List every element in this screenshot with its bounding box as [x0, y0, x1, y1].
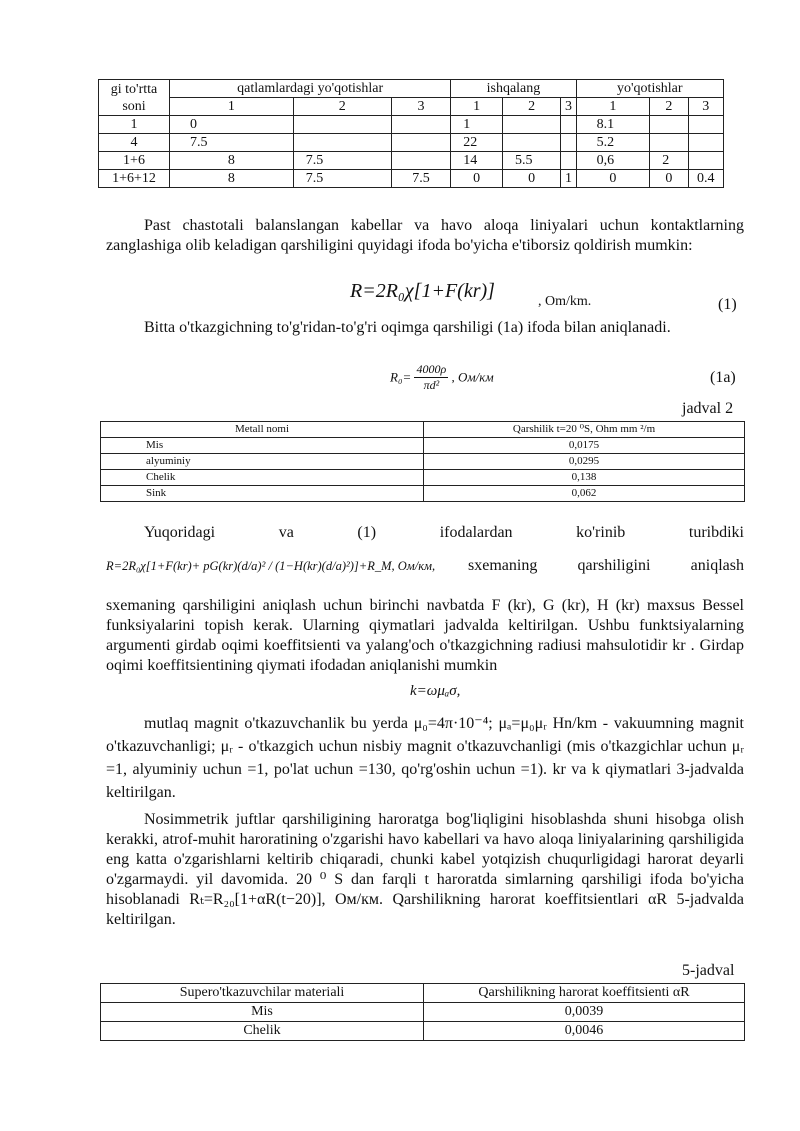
table-header-cell	[99, 80, 170, 116]
formula-1a	[390, 362, 494, 393]
table-caption: 5-jadval	[682, 962, 735, 979]
table-header-cell: 2	[293, 98, 391, 116]
table-header-row	[101, 422, 745, 438]
table-cell: 22	[451, 134, 503, 152]
table-cell	[688, 134, 723, 152]
table-cell: 1+6	[99, 152, 170, 170]
formula-fraction	[414, 362, 448, 393]
table-row	[101, 470, 745, 486]
table-header-cell: Qarshilik t=20 ⁰S, Ohm mm ²/m	[424, 422, 745, 438]
table-cell: 14	[451, 152, 503, 170]
table-row	[99, 116, 724, 134]
table-header-cell: Metall nomi	[101, 422, 424, 438]
table-cell: 8.1	[576, 116, 650, 134]
table-cell: 4	[99, 134, 170, 152]
table-cell: 1	[561, 170, 576, 188]
table-cell	[561, 134, 576, 152]
table-cell: 0,6	[576, 152, 650, 170]
formula-2: R=2R₀χ[1+F(kr)+ pG(kr)(d/a)² / (1−H(kr)(d/a)²)]+R_M, Ом/км,	[106, 559, 436, 573]
table-cell	[561, 152, 576, 170]
fraction-denominator: πd²	[423, 378, 440, 392]
formula-unit: , Om/km.	[538, 294, 592, 309]
table-cell: Mis	[101, 438, 424, 454]
table-cell: Chelik	[101, 1022, 424, 1041]
table-header-cell: qatlamlardagi yo'qotishlar	[170, 80, 451, 98]
table-cell: 7.5	[391, 170, 450, 188]
table-cell: 0	[576, 170, 650, 188]
table-cell	[391, 134, 450, 152]
table-header-cell: 3	[688, 98, 723, 116]
table-cell	[293, 116, 391, 134]
table-cell: 0,0039	[424, 1003, 745, 1022]
equation-number: (1a)	[710, 369, 736, 386]
paragraph: Past chastotali balanslangan kabellar va havo aloqa liniyalari uchun kontaktlarning zanglashiga olib keladigan qarshiligini quyidagi ifoda bo'yicha e'tiborsiz qoldirish mumkin:	[106, 217, 744, 254]
table-cell	[688, 152, 723, 170]
table-header-cell: Supero'tkazuvchilar materiali	[101, 984, 424, 1003]
table-header-cell: ishqalang	[451, 80, 576, 98]
equation-number: (1)	[718, 296, 737, 313]
table-caption: jadval 2	[682, 400, 734, 417]
table-cell	[650, 116, 688, 134]
table-row	[101, 438, 745, 454]
table-cell: 5.2	[576, 134, 650, 152]
table-cell: 1	[99, 116, 170, 134]
temperature-coefficient-table	[100, 983, 745, 1041]
table-cell: 0,0175	[424, 438, 745, 454]
table-cell	[561, 116, 576, 134]
fraction-numerator: 4000ρ	[416, 362, 447, 376]
table-row	[99, 134, 724, 152]
table-cell: 0,062	[424, 486, 745, 502]
table-header-row	[101, 984, 745, 1003]
table-header-cell: 3	[561, 98, 576, 116]
table-header-cell: 1	[451, 98, 503, 116]
table-cell: 0.4	[688, 170, 723, 188]
table-header-cell: 2	[650, 98, 688, 116]
table-cell: 0	[502, 170, 560, 188]
formula-3: k=ωμₐσ,	[410, 683, 461, 699]
table-row	[99, 170, 724, 188]
table-header-cell: 3	[391, 98, 450, 116]
table-cell: 8	[170, 170, 294, 188]
table-row	[101, 454, 745, 470]
table-cell: alyuminiy	[101, 454, 424, 470]
table-cell: 7.5	[293, 170, 391, 188]
table-cell: 2	[650, 152, 688, 170]
table-cell: 0	[170, 116, 294, 134]
table-row	[101, 1022, 745, 1041]
resistivity-table	[100, 421, 745, 502]
table-cell	[688, 116, 723, 134]
paragraph-fragment: sxemaning qarshiligini aniqlash	[468, 557, 744, 574]
table-row	[99, 152, 724, 170]
table-header-cell: 1	[170, 98, 294, 116]
table-cell: 0,0046	[424, 1022, 745, 1041]
header-text: gi to'rtta	[110, 81, 158, 97]
table-cell: 8	[170, 152, 294, 170]
losses-table	[98, 79, 724, 188]
table-cell: 7.5	[170, 134, 294, 152]
table-cell	[502, 116, 560, 134]
paragraph: Bitta o'tkazgichning to'g'ridan-to'g'ri oqimga qarshiligi (1a) ifoda bilan aniqlanadi.	[144, 319, 671, 336]
table-cell: Chelik	[101, 470, 424, 486]
table-header-row	[99, 80, 724, 98]
paragraph: Yuqoridagi va (1) ifodalardan ko'rinib turibdiki	[144, 524, 744, 541]
formula-1: R=2R₀χ[1+F(kr)]	[350, 280, 495, 302]
table-header-cell: 2	[502, 98, 560, 116]
formula-text: R₀=	[390, 369, 412, 385]
table-cell	[502, 134, 560, 152]
paragraph: mutlaq magnit o'tkazuvchanlik bu yerda μ₀=4π·10⁻⁴; μₐ=μ₀μᵣ Hn/km - vakuumning magnit o'tkazuvchanligi; μᵣ - o'tkazgich uchun nisbiy magnit o'tkazuvchanligi (mis o'tkazgichlar uchun μᵣ =1, alyuminiy uchun =1, po'lat uchun =130, qo'rg'oshin uchun =1). kr va k qiymatlari 3-jadvalda keltirilgan.	[106, 715, 744, 801]
table-row	[101, 1003, 745, 1022]
table-cell: Mis	[101, 1003, 424, 1022]
table-cell	[293, 134, 391, 152]
table-cell: 5.5	[502, 152, 560, 170]
table-cell	[650, 134, 688, 152]
table-cell: Sink	[101, 486, 424, 502]
table-header-cell: Qarshilikning harorat koeffitsienti αR	[424, 984, 745, 1003]
paragraph: Nosimmetrik juftlar qarshiligining haroratga bog'liqligini hisoblashda shuni hisobga olish kerakki, atrof-muhit haroratining o'zgarishi havo kabellari va havo aloqa liniyalarining qarshiligida eng katta o'zgarishlarni keltirib chiqaradi, chunki kabel yotqizish chuqurligidagi harorat deyarli o'zgarmaydi. yil davomida. 20 ⁰ S dan farqli t haroratda simlarning qarshiligi ifoda bo'yicha hisoblanadi Rₜ=R₂₀[1+αR(t−20)], Ом/км. Qarshilikning harorat koeffitsientlari αR 5-jadvalda keltirilgan.	[106, 811, 744, 928]
table-cell: 0	[650, 170, 688, 188]
table-cell: 0,138	[424, 470, 745, 486]
table-header-cell: 1	[576, 98, 650, 116]
table-cell: 0	[451, 170, 503, 188]
table-header-cell: yo'qotishlar	[576, 80, 723, 98]
table-cell	[391, 116, 450, 134]
table-subheader-row	[99, 98, 724, 116]
table-row	[101, 486, 745, 502]
formula-unit: , Ом/км	[451, 369, 494, 385]
table-cell: 1+6+12	[99, 170, 170, 188]
table-cell: 1	[451, 116, 503, 134]
table-cell	[391, 152, 450, 170]
header-text: soni	[122, 98, 146, 114]
table-cell: 7.5	[293, 152, 391, 170]
table-cell: 0,0295	[424, 454, 745, 470]
paragraph: sxemaning qarshiligini aniqlash uchun birinchi navbatda F (kr), G (kr), H (kr) maxsus Bessel funksiyalarini topish kerak. Ularning qiymatlari jadvalda keltirilgan. Ushbu funktsiyalarning argumenti girdab oqimi koeffitsienti va yalang'och o'tkazgichning radiusi mahsulotidir kr . Girdap oqimi koeffitsientining qiymati ifodadan aniqlanishi mumkin	[106, 597, 744, 674]
